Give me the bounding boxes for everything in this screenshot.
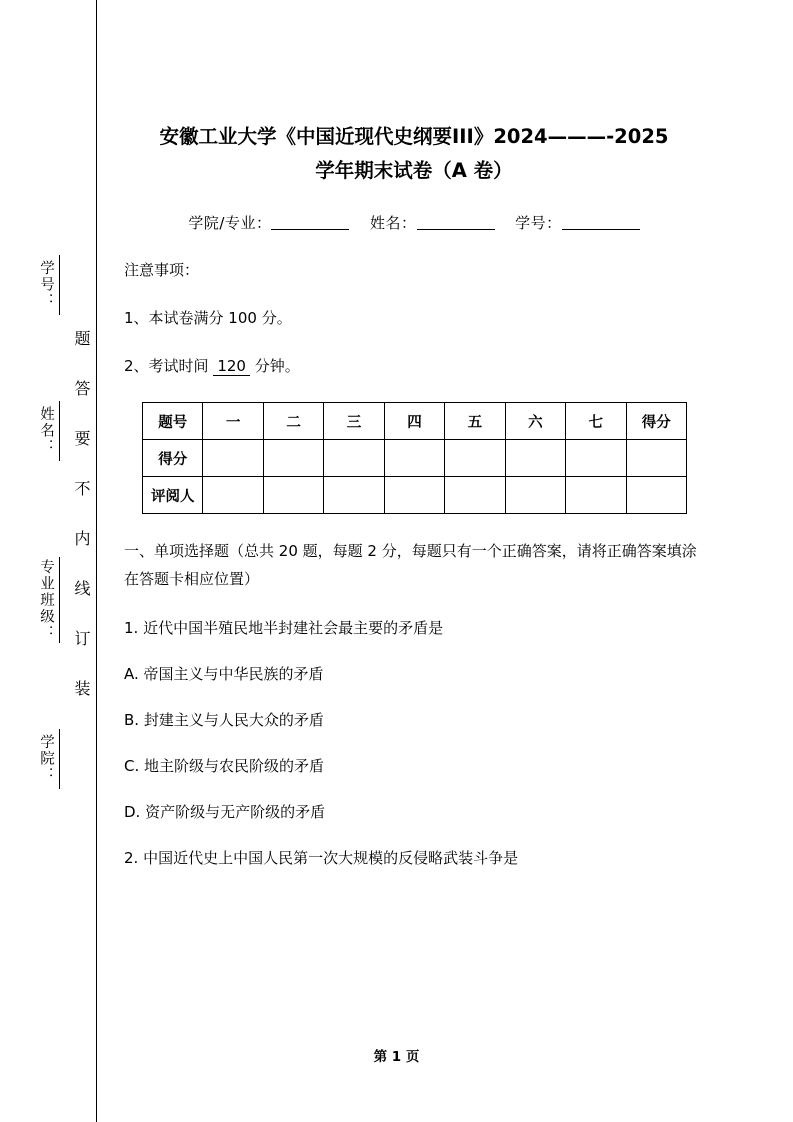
score-table-cell[interactable] [566,477,626,514]
score-table [142,402,687,514]
score-table-cell: 七 [566,403,626,440]
document-body [124,0,704,870]
score-table-cell[interactable] [263,440,323,477]
score-table-cell: 得分 [143,440,203,477]
score-table-cell[interactable] [626,477,687,514]
score-table-cell: 三 [324,403,384,440]
note-item-1: 1、本试卷满分 100 分。 [124,309,292,328]
score-table-cell: 一 [203,403,263,440]
question-1: 1. 近代中国半殖民地半封建社会最主要的矛盾是 [124,618,444,637]
score-table-cell[interactable] [263,477,323,514]
score-table-cell[interactable] [324,477,384,514]
score-table-cell[interactable] [384,477,444,514]
score-table-cell: 二 [263,403,323,440]
score-table-cell[interactable] [445,477,505,514]
score-table-cell[interactable] [445,440,505,477]
info-label-studentid: 学号： [515,214,562,233]
info-blank-name[interactable] [417,214,495,230]
page-footer: 第 1 页 [373,1049,420,1065]
note-item-2-pre: 2、考试时间 [124,357,209,376]
note-item-2-value: 120 [213,357,250,376]
question-1-option-a[interactable]: A. 帝国主义与中华民族的矛盾 [124,664,324,683]
student-info-line [124,212,704,233]
score-table-cell[interactable] [203,477,263,514]
notes-heading: 注意事项： [124,261,200,280]
score-table-cell[interactable] [324,440,384,477]
question-1-option-d[interactable]: D. 资产阶级与无产阶级的矛盾 [124,802,326,821]
score-table-cell: 评阅人 [143,477,203,514]
side-label-xueyuan: 学院： [36,729,60,789]
question-1-option-b[interactable]: B. 封建主义与人民大众的矛盾 [124,710,324,729]
side-label-xuehao: 学号： [36,255,60,315]
score-table-cell[interactable] [384,440,444,477]
page-title-line2: 学年期末试卷（A 卷） [315,159,513,183]
side-label-zhuanye: 专业班级： [36,557,60,643]
score-table-cell: 六 [505,403,565,440]
score-table-cell[interactable] [203,440,263,477]
section-title-multiple-choice: 一、单项选择题（总共 20 题，每题 2 分，每题只有一个正确答案，请将正确答案填涂在答题卡相应位置） [124,542,697,588]
table-row [143,477,687,514]
score-table-cell: 五 [445,403,505,440]
side-seal-column [70,330,110,730]
score-table-cell[interactable] [626,440,687,477]
page-title [124,120,704,188]
side-seal-text: 题答要不内线订装 [72,330,91,730]
note-item-2 [124,355,704,376]
score-table-cell: 得分 [626,403,687,440]
side-label-xingming: 姓名： [36,401,60,461]
info-blank-department[interactable] [271,214,349,230]
score-table-cell: 题号 [143,403,203,440]
score-table-cell[interactable] [505,477,565,514]
score-table-cell[interactable] [505,440,565,477]
score-table-cell: 四 [384,403,444,440]
info-label-name: 姓名： [370,214,417,233]
question-2: 2. 中国近代史上中国人民第一次大规模的反侵略武装斗争是 [124,848,519,867]
table-row [143,440,687,477]
info-blank-studentid[interactable] [562,214,640,230]
note-item-2-post: 分钟。 [254,357,300,376]
side-label-column [18,255,78,789]
question-1-option-c[interactable]: C. 地主阶级与农民阶级的矛盾 [124,756,325,775]
page-title-line1: 安徽工业大学《中国近现代史纲要ⅠⅠⅠ》2024———-2025 [159,125,669,148]
score-table-cell[interactable] [566,440,626,477]
table-row [143,403,687,440]
info-label-department: 学院/专业： [188,214,272,233]
